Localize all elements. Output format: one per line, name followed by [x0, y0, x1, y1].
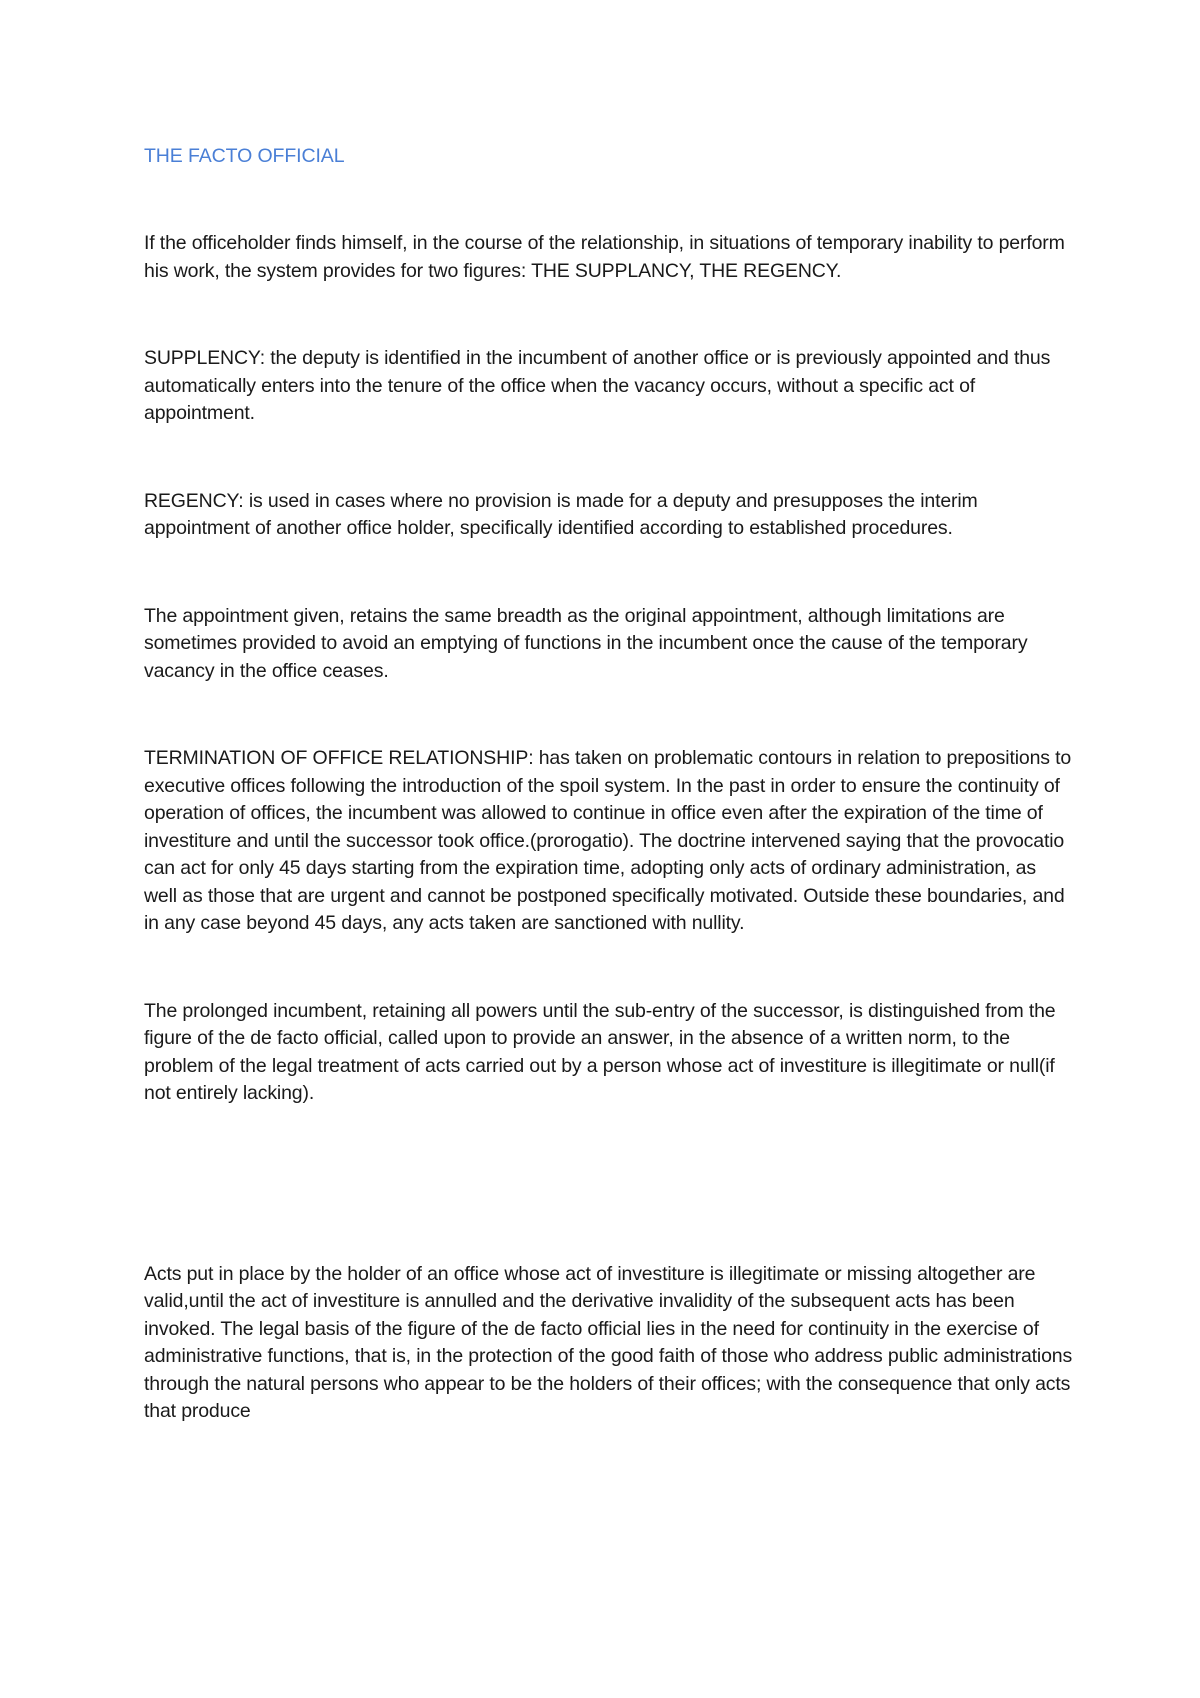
spacer [144, 285, 1074, 345]
paragraph-appointment: The appointment given, retains the same breadth as the original appointment, although limitations are sometimes provided to avoid an emptying of functions in the incumbent once the cause of the temporary vacancy in the office ceases. [144, 604, 1028, 682]
spacer [144, 428, 1074, 488]
paragraph-termination: TERMINATION OF OFFICE RELATIONSHIP: has taken on problematic contours in relation to prepositions to executive offices following the introduction of the spoil system. In the past in order to ensure the continuity of operation of offices, the incumbent was allowed to continue in office even after the expiration of the time of investiture and until the successor took office.(prorogatio). The doctrine intervened saying that the provocatio can act for only 45 days starting from the expiration time, adopting only acts of ordinary administration, as well as those that are urgent and cannot be postponed specifically motivated. Outside these boundaries, and in any case beyond 45 days, any acts taken are sanctioned with nullity. [144, 747, 1072, 934]
paragraph-supplency: SUPPLENCY: the deputy is identified in the incumbent of another office or is previously appointed and thus automatically enters into the tenure of the office when the vacancy occurs, without a specific act of appointment. [144, 347, 1051, 424]
document-title: THE FACTO OFFICIAL [144, 145, 345, 167]
paragraph-prolonged-incumbent: The prolonged incumbent, retaining all powers until the sub-entry of the successor, is distinguished from the figure of the de facto official, called upon to provide an answer, in the absence of a written norm, to the problem of the legal treatment of acts carried out by a person whose act of investiture is illegitimate or null(if not entirely lacking). [144, 999, 1056, 1104]
spacer [144, 170, 1074, 230]
spacer [144, 543, 1074, 603]
document-body [144, 143, 1074, 1426]
paragraph-regency: REGENCY: is used in cases where no provision is made for a deputy and presupposes the interim appointment of another office holder, specifically identified according to established procedures. [144, 489, 978, 539]
paragraph-intro: If the officeholder finds himself, in the course of the relationship, in situations of temporary inability to perform his work, the system provides for two figures: THE SUPPLANCY, THE REGENCY. [144, 232, 1065, 282]
spacer [144, 938, 1074, 998]
paragraph-acts-validity: Acts put in place by the holder of an office whose act of investiture is illegitimate or missing altogether are valid,until the act of investiture is annulled and the derivative invalidity of the subsequent acts has been invoked. The legal basis of the figure of the de facto official lies in the need for continuity in the exercise of administrative functions, that is, in the protection of the good faith of those who address public administrations through the natural persons who appear to be the holders of their offices; with the consequence that only acts that produce [144, 1262, 1073, 1422]
spacer [144, 685, 1074, 745]
spacer [144, 1108, 1074, 1261]
